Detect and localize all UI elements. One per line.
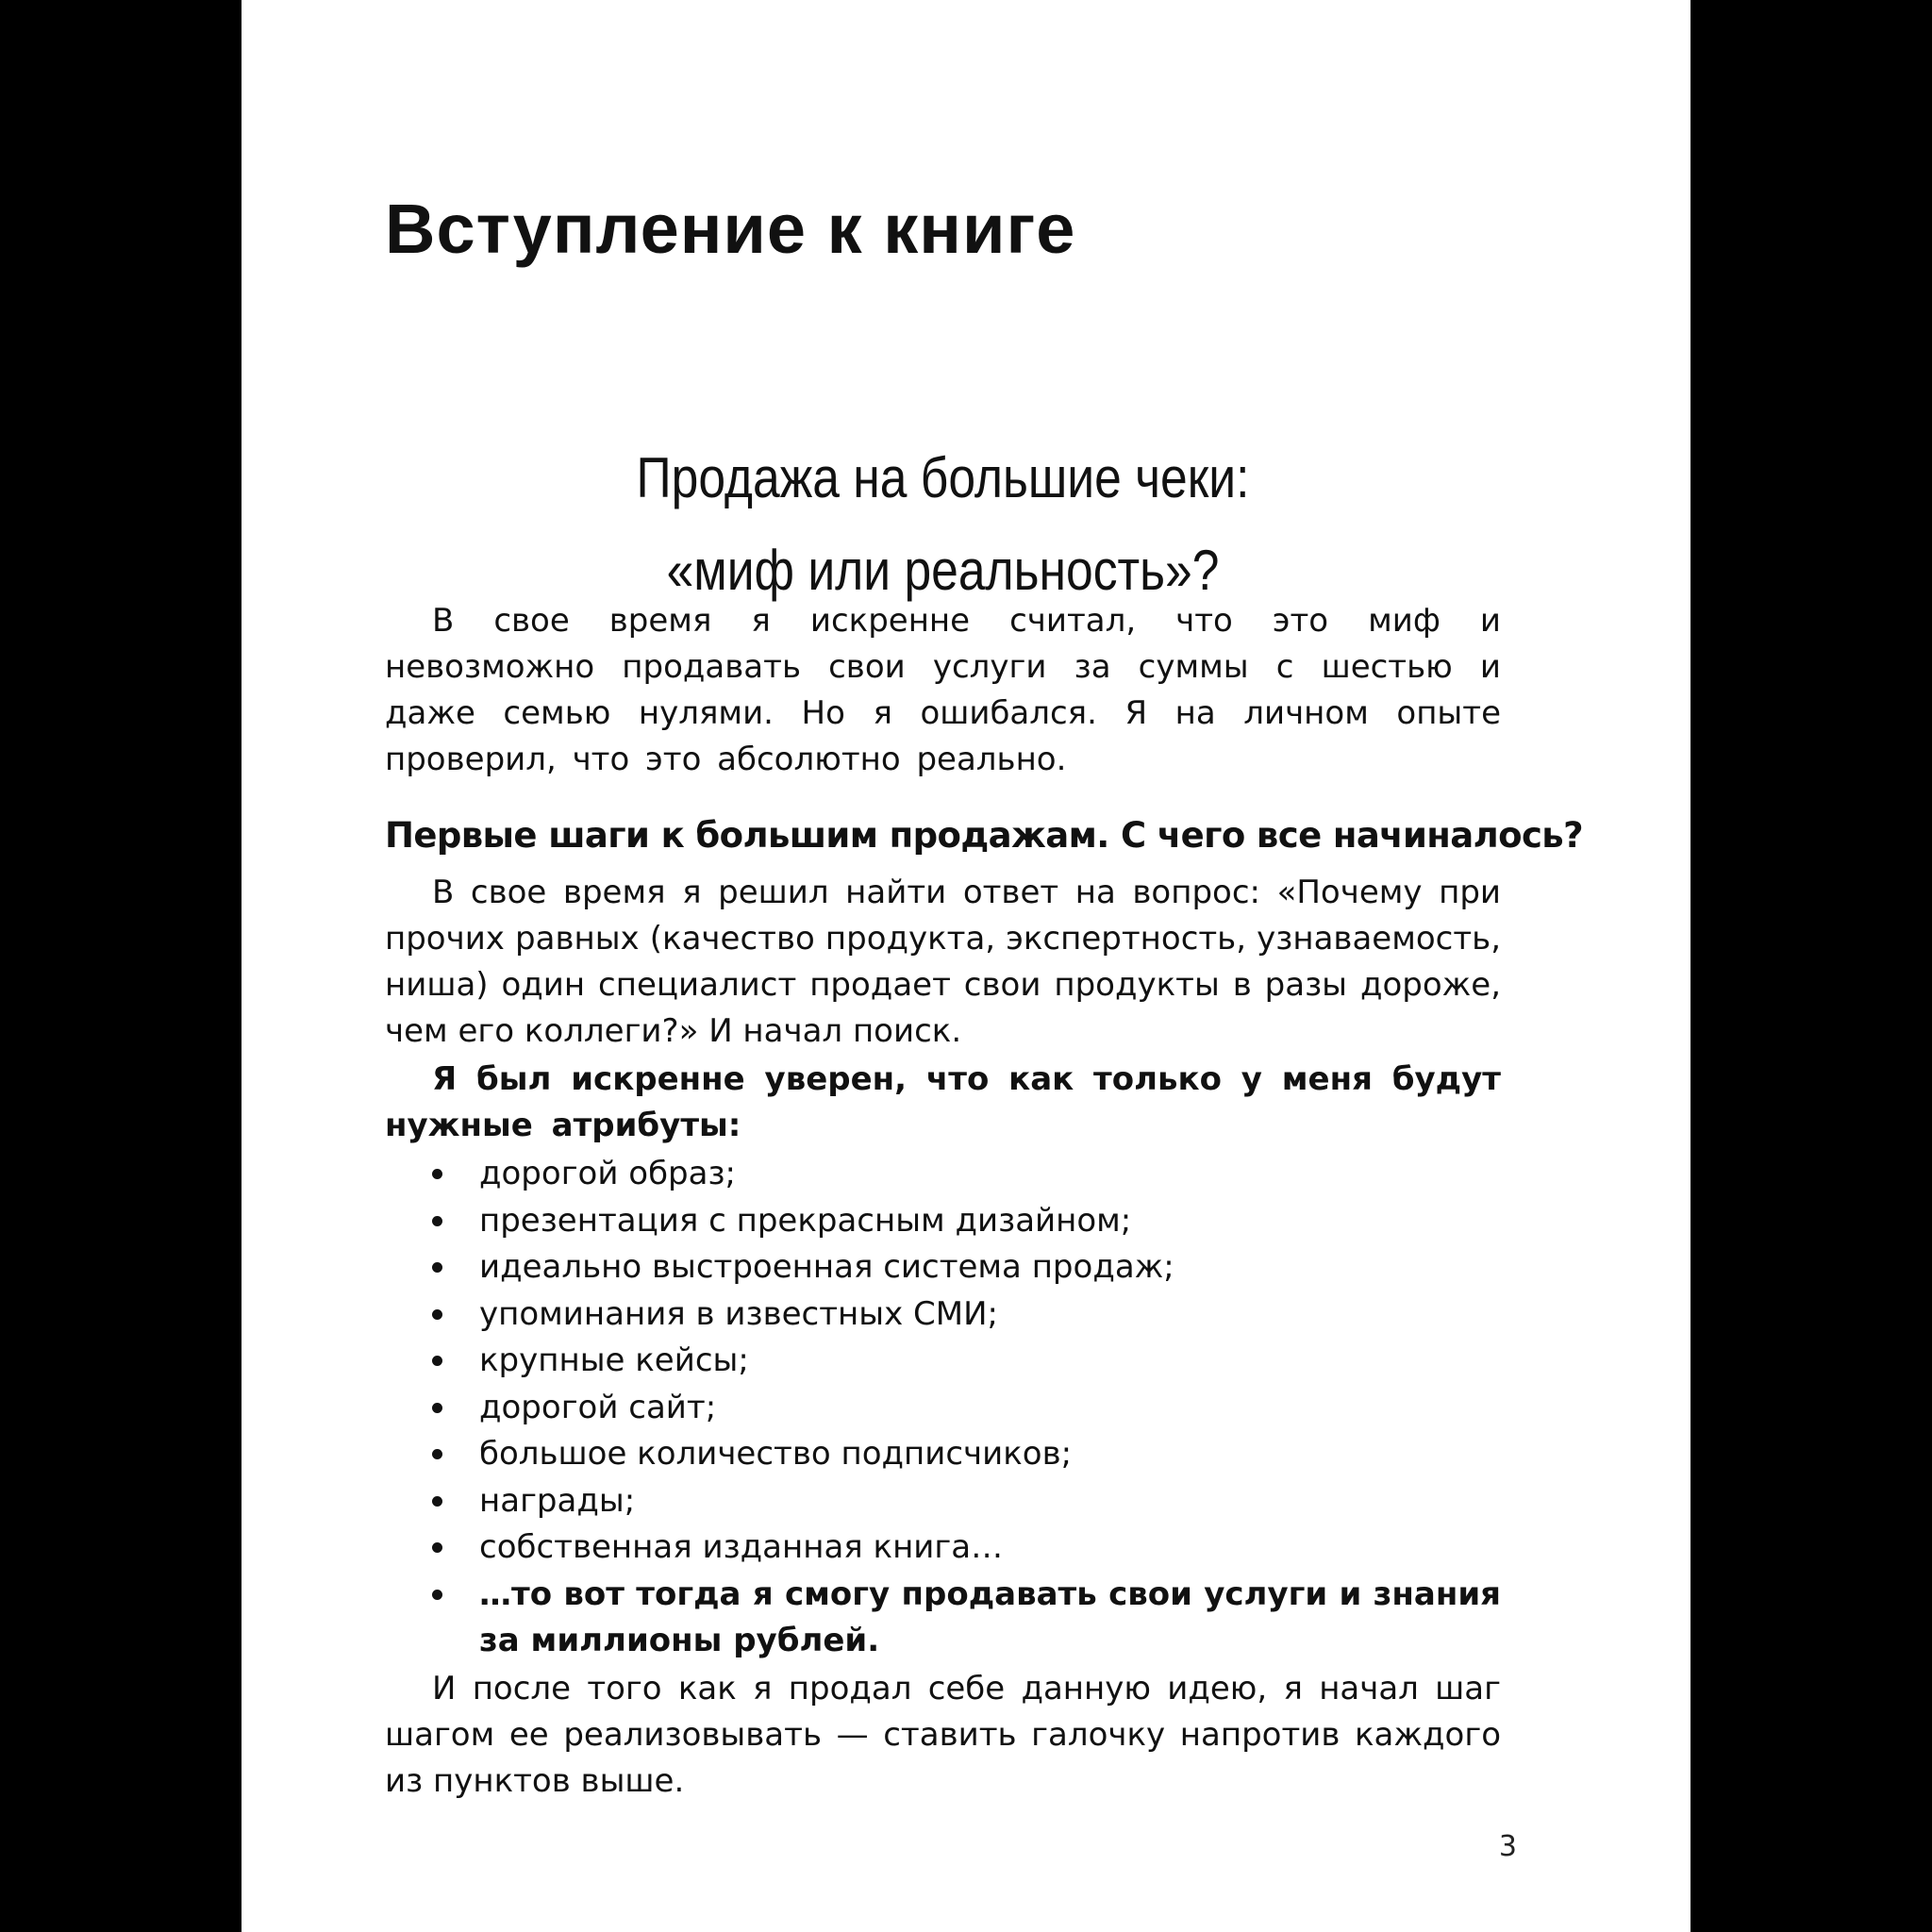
list-item	[385, 1385, 1501, 1432]
list-item	[385, 1478, 1501, 1525]
list-item-text: дорогой сайт;	[479, 1388, 717, 1426]
list-item	[385, 1431, 1501, 1478]
list-item	[385, 1151, 1501, 1198]
list-item	[385, 1524, 1501, 1572]
bullet-icon	[432, 1403, 442, 1413]
bullet-icon	[432, 1590, 442, 1600]
list-item-text: упоминания в известных СМИ;	[479, 1294, 998, 1333]
closing-paragraph: И после того как я продал себе данную идею, я начал шаг шагом ее реализовывать — ставить галочку напротив каждого из пунктов выше.	[385, 1670, 1501, 1800]
list-item-text: дорогой образ;	[479, 1155, 736, 1192]
search-paragraph: В свое время я решил найти ответ на вопрос: «Почему при прочих равных (качество продукта, экспертность, узнаваемость, ниша) один специалист продает свои продукты в разы дороже, чем его коллеги?» И начал поиск.	[385, 874, 1501, 1050]
belief-paragraph: Я был искренне уверен, что как только у меня будут нужные атрибуты:	[385, 1060, 1501, 1144]
section-title-line-2: «миф или реальность»?	[666, 539, 1220, 602]
list-item-text: идеально выстроенная система продаж;	[479, 1248, 1174, 1286]
bullet-icon	[432, 1449, 442, 1459]
bullet-icon	[432, 1309, 442, 1320]
list-item-text: крупные кейсы;	[479, 1341, 749, 1379]
intro-paragraph: В свое время я искренне считал, что это миф и невозможно продавать свои услуги за суммы с шестью и даже семью нулями. Но я ошибался. Я на личном опыте проверил, что это абсолютно реально.	[385, 602, 1501, 778]
list-item-conclusion	[385, 1572, 1501, 1665]
attributes-list	[385, 1151, 1501, 1665]
list-item	[385, 1291, 1501, 1339]
list-item	[385, 1244, 1501, 1291]
page-number: 3	[1498, 1830, 1517, 1863]
list-item-text: большое количество подписчиков;	[479, 1435, 1073, 1473]
book-page	[242, 0, 1690, 1932]
section-title	[463, 432, 1423, 617]
list-item	[385, 1338, 1501, 1385]
bullet-icon	[432, 1216, 442, 1226]
list-item-text: собственная изданная книга…	[479, 1528, 1004, 1566]
bullet-icon	[432, 1262, 442, 1273]
list-item	[385, 1198, 1501, 1245]
subheading: Первые шаги к большим продажам. С чего все начиналось?	[385, 815, 1583, 856]
list-item-text: награды;	[479, 1481, 636, 1520]
bullet-icon	[432, 1356, 442, 1366]
bullet-icon	[432, 1496, 442, 1507]
chapter-title: Вступление к книге	[385, 190, 1076, 268]
list-item-text: презентация с прекрасным дизайном;	[479, 1201, 1132, 1240]
section-title-line-1: Продажа на большие чеки:	[636, 446, 1250, 509]
bullet-icon	[432, 1169, 442, 1179]
list-item-text: …то вот тогда я смогу продавать свои услуги и знания за миллионы рублей.	[479, 1574, 1501, 1659]
bullet-icon	[432, 1542, 442, 1553]
